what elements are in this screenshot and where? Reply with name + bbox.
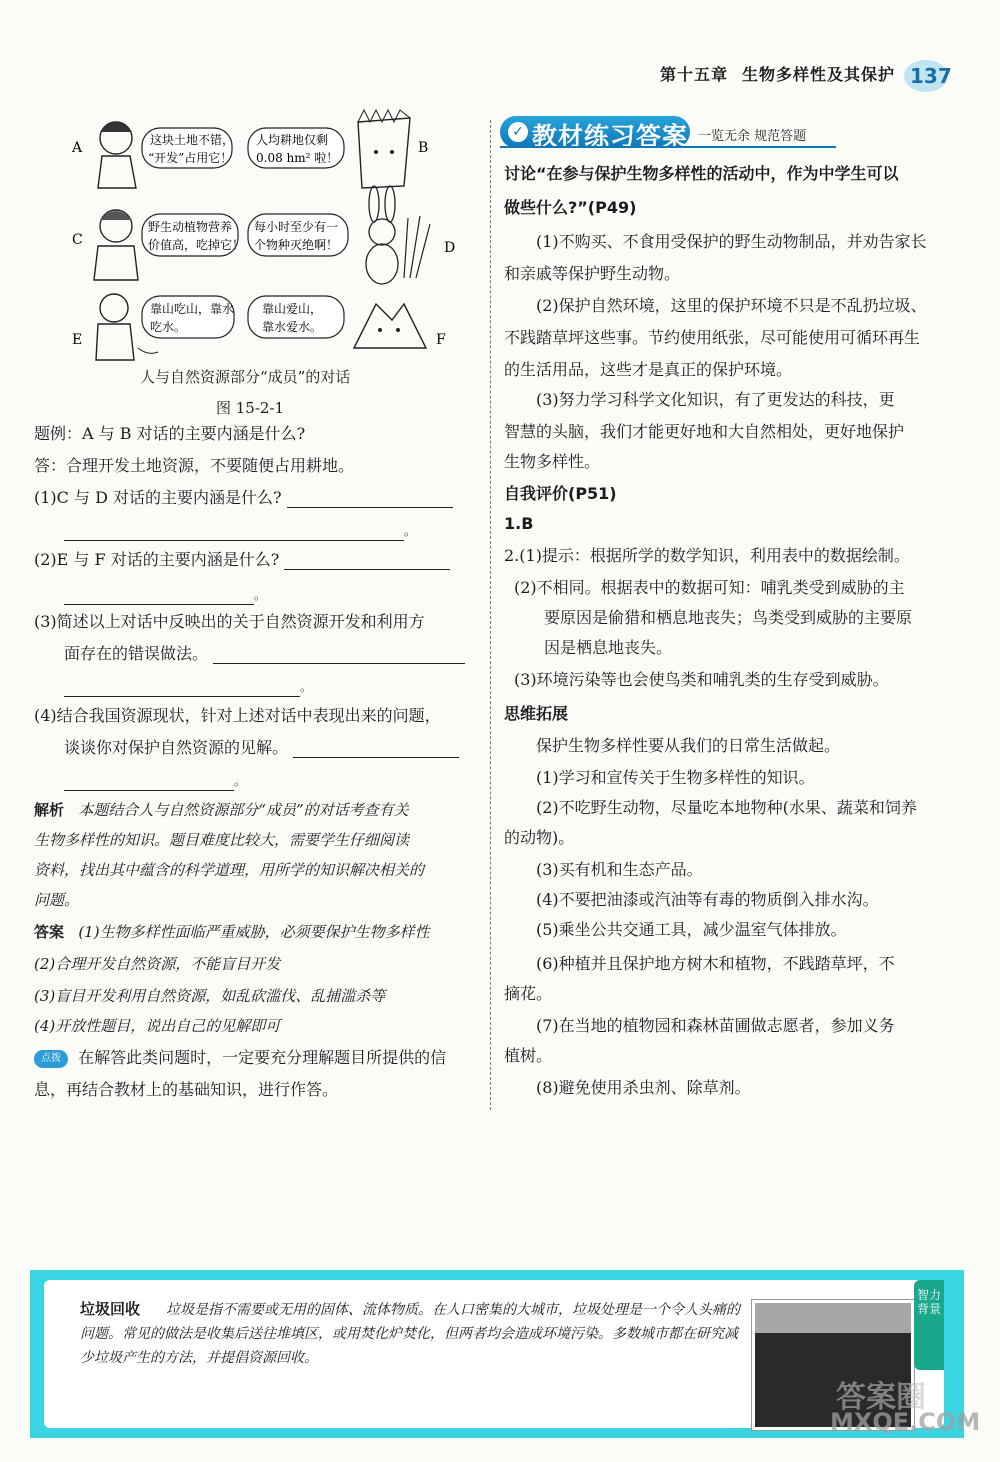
- figure-letter-a: A: [72, 140, 83, 156]
- thinking-item-8: (8)避免使用杀虫剂、除草剂。: [536, 1078, 751, 1097]
- answer-blank[interactable]: [293, 741, 459, 758]
- figure-caption: 人与自然资源部分“成员”的对话: [140, 368, 351, 386]
- thinking-item-5: (5)乘坐公共交通工具，减少温室气体排放。: [536, 920, 847, 939]
- discussion-heading-1: 讨论“在参与保护生物多样性的活动中，作为中学生可以: [504, 164, 899, 183]
- chapter-label: 第十五章: [660, 65, 729, 84]
- figure-letter-b: B: [418, 140, 429, 156]
- page-number: 137: [910, 64, 952, 88]
- thinking-item-2a: (2)不吃野生动物，尽量吃本地物种(水果、蔬菜和饲养: [536, 798, 917, 817]
- chapter-title: 生物多样性及其保护: [742, 65, 896, 84]
- analysis-line-4: 问题。: [34, 891, 80, 909]
- answer-line-2: (2)合理开发自然资源，不能盲目开发: [34, 955, 281, 973]
- period-mark: 。: [234, 774, 247, 788]
- answer-blank[interactable]: [64, 588, 254, 605]
- tip-text-1: 在解答此类问题时，一定要充分理解题目所提供的信: [78, 1048, 447, 1067]
- bubble-d-line1: 每小时至少有一: [254, 220, 339, 234]
- banner-rule: [500, 146, 836, 148]
- self-eval-heading: 自我评价(P51): [504, 484, 617, 503]
- answer-blank[interactable]: [64, 774, 234, 791]
- self-eval-2-2b: 要原因是偷猎和栖息地丧失；鸟类受到威胁的主要原: [544, 608, 913, 627]
- question-4-line3: [64, 770, 504, 791]
- thinking-intro: 保护生物多样性要从我们的日常生活做起。: [536, 736, 841, 755]
- answer-line-3: (3)盲目开发利用自然资源，如乱砍滥伐、乱捕滥杀等: [34, 987, 386, 1005]
- watermark: MXQE.COM: [830, 1408, 981, 1436]
- watermark-logo: 答案圈: [836, 1380, 926, 1415]
- answer-text-1: (1)生物多样性面临严重威胁，必须要保护生物多样性: [78, 923, 430, 941]
- thinking-item-7b: 植树。: [504, 1046, 553, 1065]
- period-mark: 。: [254, 588, 267, 602]
- person-a-figure: [98, 122, 136, 188]
- question-2-line2: [64, 584, 504, 605]
- question-1-text: (1)C 与 D 对话的主要内涵是什么?: [34, 488, 282, 507]
- question-4-line2: [64, 738, 504, 758]
- question-3-line2: [64, 644, 504, 664]
- bubble-b-line1: 人均耕地仅剩: [256, 133, 329, 147]
- analysis-text-1: 本题结合人与自然资源部分“成员”的对话考查有关: [78, 801, 409, 819]
- discussion-item-1b: 和亲戚等保护野生动物。: [504, 264, 681, 283]
- person-c-figure: [94, 210, 138, 280]
- answer-label: 答案: [34, 923, 65, 941]
- analysis-line-2: 生物多样性的知识。题目难度比较大，需要学生仔细阅读: [34, 831, 410, 849]
- period-mark: 。: [300, 680, 313, 694]
- thinking-heading: 思维拓展: [504, 704, 569, 723]
- figure-letter-f: F: [436, 332, 446, 348]
- figure-number: 图 15-2-1: [216, 399, 285, 417]
- thinking-item-7a: (7)在当地的植物园和森林苗圃做志愿者，参加义务: [536, 1016, 895, 1035]
- thinking-item-2b: 的动物)。: [504, 828, 575, 847]
- bubble-b-line2: 0.08 hm² 啦！: [256, 151, 339, 165]
- fact-title: 垃圾回收: [80, 1300, 141, 1318]
- discussion-item-2c: 的生活用品，这些才是真正的保护环境。: [504, 360, 793, 379]
- bubble-f-line2: 靠水爱水。: [262, 320, 323, 334]
- analysis-line-3: 资料，找出其中蕴含的科学道理，用所学的知识解决相关的: [34, 861, 425, 879]
- self-eval-2-2a: (2)不相同。根据表中的数据可知：哺乳类受到威胁的主: [514, 578, 905, 597]
- thinking-item-6b: 摘花。: [504, 984, 553, 1003]
- figure-letter-e: E: [72, 332, 83, 348]
- mountain-character-f: [354, 304, 426, 348]
- answer-blank[interactable]: [64, 680, 300, 697]
- discussion-item-3c: 生物多样性。: [504, 452, 601, 471]
- discussion-item-2b: 不践踏草坪这些事。节约使用纸张，尽可能使用可循环再生: [504, 328, 921, 347]
- bubble-f-line1: 靠山爱山，: [262, 302, 323, 316]
- thinking-item-1: (1)学习和宣传关于生物多样性的知识。: [536, 768, 815, 787]
- tip-icon: 点拨: [34, 1050, 68, 1068]
- answer-key-icon: ✓: [508, 122, 528, 142]
- fact-body: 垃圾是指不需要或无用的固体、流体物质。在人口密集的大城市，垃圾处理是一个令人头痛的问题。常见的做法是收集后送往堆填区，或用焚化炉焚化，但两者均会造成环境污染。多数城市都在研究减少垃圾产生的方法，并提倡资源回收。: [80, 1302, 740, 1366]
- discussion-item-3b: 智慧的头脑，我们才能更好地和大自然相处，更好地保护: [504, 422, 905, 441]
- bubble-d-line2: 个物种灭绝啊！: [254, 238, 339, 252]
- question-3-line3: [64, 676, 504, 697]
- self-eval-1: 1.B: [504, 514, 534, 533]
- question-3: (3)简述以上对话中反映出的关于自然资源开发和利用方: [34, 612, 425, 631]
- discussion-item-2a: (2)保护自然环境，这里的保护环境不只是不乱扔垃圾、: [536, 296, 927, 315]
- figure-letter-d: D: [444, 240, 456, 256]
- answer-blank[interactable]: [64, 524, 404, 541]
- answers-title: 教材练习答案: [532, 122, 689, 151]
- thinking-item-4: (4)不要把油漆或汽油等有毒的物质倒入排水沟。: [536, 890, 879, 909]
- bubble-a-line2: “开发”占用它！: [148, 151, 233, 165]
- bubble-c-line1: 野生动植物营养: [148, 220, 233, 234]
- thinking-item-3: (3)买有机和生态产品。: [536, 860, 703, 879]
- self-eval-2: 2.(1)提示：根据所学的数学知识，利用表中的数据绘制。: [504, 546, 910, 565]
- example-question: 题例：A 与 B 对话的主要内涵是什么?: [34, 424, 306, 443]
- question-2-text: (2)E 与 F 对话的主要内涵是什么?: [34, 550, 280, 569]
- analysis-line-1: [34, 800, 474, 820]
- question-4: (4)结合我国资源现状，针对上述对话中表现出来的问题，: [34, 706, 441, 725]
- question-3-text2: 面存在的错误做法。: [64, 644, 209, 663]
- discussion-item-3a: (3)努力学习科学文化知识，有了更发达的科技，更: [536, 390, 895, 409]
- self-eval-2-2c: 因是栖息地丧失。: [544, 638, 673, 657]
- discussion-heading-2: 做些什么?”(P49): [504, 198, 637, 217]
- answer-blank[interactable]: [213, 647, 465, 664]
- answer-blank[interactable]: [287, 491, 453, 508]
- bubble-e-line2: 吃水。: [150, 320, 187, 334]
- answers-subtitle: 一览无余 规范答题: [698, 129, 807, 144]
- answer-line-1: [34, 922, 474, 942]
- answer-line-4: (4)开放性题目，说出自己的见解即可: [34, 1017, 281, 1035]
- bubble-a-line1: 这块土地不错，: [150, 133, 235, 147]
- dialogue-illustration: [58, 108, 478, 408]
- discussion-item-1a: (1)不购买、不食用受保护的野生动物制品，并劝告家长: [536, 232, 927, 251]
- tip-line-1: [34, 1048, 474, 1068]
- tip-line-2: 息，再结合教材上的基础知识，进行作答。: [34, 1080, 339, 1099]
- self-eval-2-3: (3)环境污染等也会使鸟类和哺乳类的生存受到威胁。: [514, 670, 889, 689]
- section-tab: 智力背景: [914, 1280, 944, 1370]
- rabbit-character-d: [366, 186, 430, 284]
- running-head: [660, 62, 895, 85]
- figure-letter-c: C: [72, 232, 83, 248]
- analysis-label: 解析: [34, 801, 65, 819]
- period-mark: 。: [404, 524, 417, 538]
- thinking-item-6a: (6)种植并且保护地方树木和植物，不践踏草坪，不: [536, 954, 895, 973]
- example-answer: 答：合理开发土地资源，不要随便占用耕地。: [34, 456, 355, 475]
- question-4-text2: 谈谈你对保护自然资源的见解。: [64, 738, 289, 757]
- land-character-b: [358, 110, 410, 188]
- question-1: [34, 488, 474, 508]
- column-divider: [490, 120, 491, 1110]
- question-1-line2: [64, 520, 504, 541]
- landfill-photo-sky: [755, 1303, 911, 1333]
- answer-blank[interactable]: [284, 553, 450, 570]
- bubble-e-line1: 靠山吃山，靠水: [150, 302, 235, 316]
- bubble-c-line2: 价值高，吃掉它！: [148, 238, 245, 252]
- question-2: [34, 550, 474, 570]
